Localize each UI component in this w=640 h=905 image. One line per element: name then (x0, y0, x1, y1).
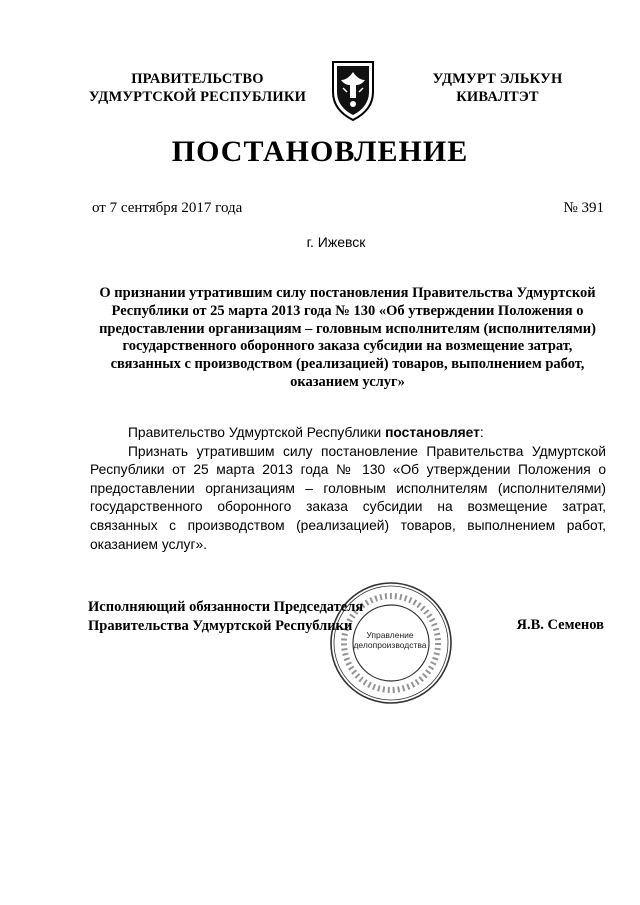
signature-position-line2: Правительства Удмуртской Республики (88, 618, 353, 634)
udmurtia-coat-of-arms-icon (329, 58, 377, 122)
document-city: г. Ижевск (306, 234, 366, 250)
document-title: ПОСТАНОВЛЕНИЕ (171, 135, 469, 168)
body-intro-bold: постановляет (385, 425, 480, 440)
body-paragraph: Признать утратившим силу постановление Правительства Удмуртской Республики от 25 марта 2013 года № 130 «Об утверждении Положения о предоставлении организациям – головным исполнителям (исполнителями) государственного оборонного заказа субсидии на возмещение затрат, связанных с производством (реализацией) товаров, выполнением работ, оказанием услуг». (90, 443, 606, 552)
document-body (90, 424, 606, 554)
body-intro-prefix: Правительство Удмуртской Республики (128, 425, 386, 440)
document-date: от 7 сентября 2017 года (92, 200, 243, 216)
header-right-line2: КИВАЛТЭТ (456, 89, 539, 105)
header-left (70, 70, 325, 106)
header-left-line1: ПРАВИТЕЛЬСТВО (131, 71, 264, 87)
body-intro (90, 424, 606, 443)
body-intro-suffix: : (479, 425, 484, 440)
header-right (405, 70, 590, 106)
header-left-line2: УДМУРТСКОЙ РЕСПУБЛИКИ (88, 89, 307, 105)
document-number: № 391 (563, 200, 604, 216)
stamp-line2: делопроизводства (353, 640, 427, 650)
stamp-line1: Управление (366, 630, 414, 640)
signature-position-line1: Исполняющий обязанности Председателя (88, 599, 364, 615)
document-subject: О признании утратившим силу постановления Правительства Удмуртской Республики от 25 марта 2013 года № 130 «Об утверждении Положения о предоставлении организациям – головным исполнителям (исполнителями) государственного оборонного заказа субсидии на возмещение затрат, связанных с производством (реализацией) товаров, выполнением работ, оказанием услуг» (99, 285, 596, 390)
signer-name: Я.В. Семенов (516, 617, 604, 633)
header-right-line1: УДМУРТ ЭЛЬКУН (432, 71, 563, 87)
signature-position (88, 598, 408, 636)
